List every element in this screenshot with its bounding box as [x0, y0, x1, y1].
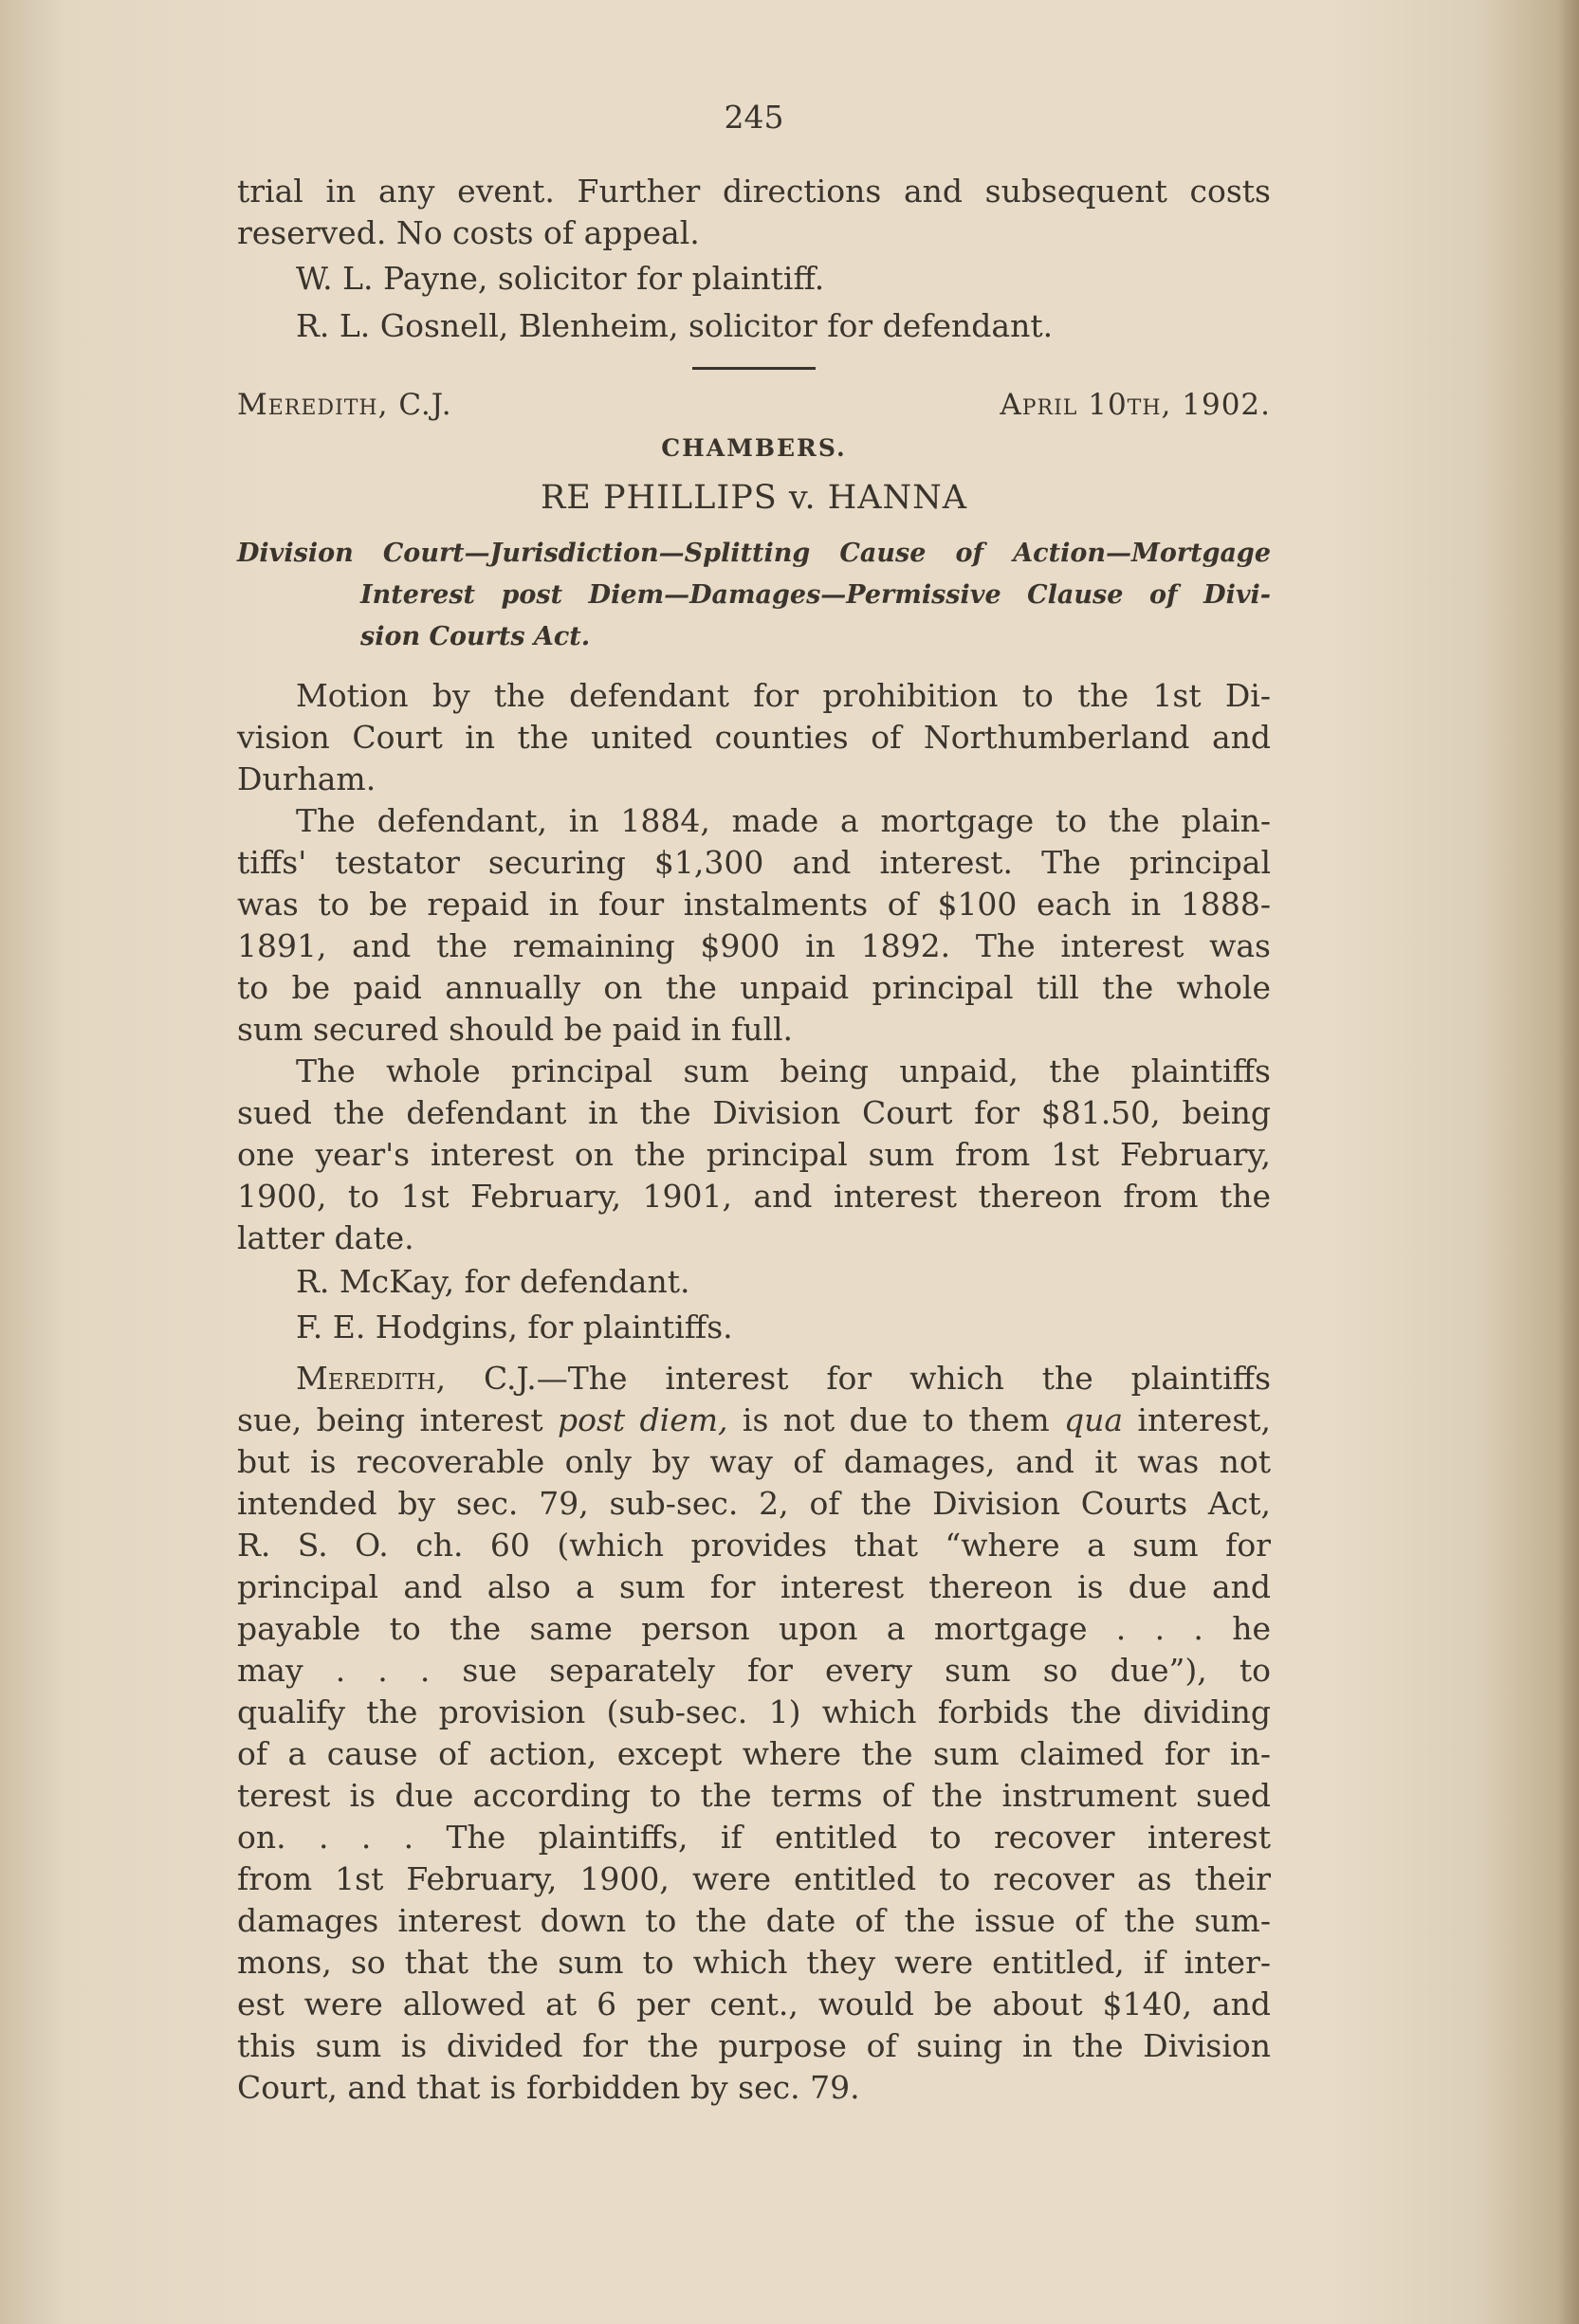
- judgment-line: from 1st February, 1900, were entitled to recover as their: [237, 1860, 1271, 1897]
- judgment-line: on. . . . The plaintiffs, if entitled to recover interest: [237, 1819, 1271, 1856]
- text-line: reserved. No costs of appeal.: [237, 214, 700, 251]
- judgment-line: payable to the same person upon a mortgage . . . he: [237, 1610, 1271, 1647]
- section-divider: [692, 367, 816, 370]
- judgment-text: interest,: [1123, 1401, 1271, 1438]
- paragraph-line: 1891, and the remaining $900 in 1892. The interest was: [237, 927, 1271, 964]
- judgment-line: but is recoverable only by way of damages, and it was not: [237, 1443, 1271, 1480]
- counsel-defendant: R. McKay, for defendant.: [296, 1263, 690, 1300]
- judgment-line: Court, and that is forbidden by sec. 79.: [237, 2069, 860, 2106]
- paragraph-line: sum secured should be paid in full.: [237, 1011, 794, 1048]
- judgment-text: is not due to them: [727, 1401, 1064, 1438]
- latin-term: qua: [1063, 1401, 1124, 1438]
- decision-date: April 10th, 1902.: [1000, 388, 1271, 422]
- judgment-line: of a cause of action, except where the sum claimed for in-: [237, 1735, 1271, 1772]
- case-title: RE PHILLIPS v. HANNA: [540, 479, 968, 517]
- headnote-line: Interest post Diem—Damages—Permissive Clause of Divi-: [360, 580, 1271, 610]
- solicitor-defendant: R. L. Gosnell, Blenheim, solicitor for defendant.: [296, 307, 1054, 344]
- paragraph-line: tiffs' testator securing $1,300 and interest. The principal: [237, 844, 1271, 881]
- judgment-line: intended by sec. 79, sub-sec. 2, of the Division Courts Act,: [237, 1485, 1271, 1522]
- paragraph-line: The defendant, in 1884, made a mortgage to the plain-: [296, 802, 1271, 839]
- judge-name: Meredith, C.J.: [237, 388, 452, 422]
- judgment-line: damages interest down to the date of the issue of the sum-: [237, 1902, 1271, 1939]
- judgment-line: principal and also a sum for interest thereon is due and: [237, 1568, 1271, 1605]
- latin-term: post diem,: [558, 1401, 728, 1438]
- paragraph-line: one year's interest on the principal sum from 1st February,: [237, 1136, 1271, 1173]
- paragraph-line: to be paid annually on the unpaid principal till the whole: [237, 969, 1271, 1006]
- judgment-line: mons, so that the sum to which they were entitled, if inter-: [237, 1944, 1271, 1981]
- paragraph-line: was to be repaid in four instalments of $100 each in 1888-: [237, 886, 1271, 923]
- paragraph-line: latter date.: [237, 1219, 414, 1256]
- judgment-line: [237, 1400, 1271, 1441]
- judgment-text: —The interest for which the plaintiffs: [536, 1360, 1272, 1397]
- judgment-line: qualify the provision (sub-sec. 1) which forbids the dividing: [237, 1693, 1271, 1730]
- judgment-line: est were allowed at 6 per cent., would be about $140, and: [237, 1985, 1271, 2022]
- headnote-line: sion Courts Act.: [360, 622, 591, 651]
- solicitor-plaintiff: W. L. Payne, solicitor for plaintiff.: [296, 260, 825, 297]
- court-heading: CHAMBERS.: [661, 434, 847, 462]
- page-number: 245: [724, 99, 784, 136]
- paragraph-line: The whole principal sum being unpaid, the plaintiffs: [296, 1052, 1271, 1089]
- judgment-line: R. S. O. ch. 60 (which provides that “where a sum for: [237, 1527, 1271, 1564]
- judgment-opening: [237, 1358, 1271, 1400]
- page-edge-shadow: [1558, 0, 1579, 2324]
- paragraph-line: 1900, to 1st February, 1901, and interest thereon from the: [237, 1178, 1271, 1215]
- paragraph-line: Durham.: [237, 760, 376, 797]
- text-line: trial in any event. Further directions and subsequent costs: [237, 173, 1271, 210]
- counsel-plaintiffs: F. E. Hodgins, for plaintiffs.: [296, 1308, 733, 1345]
- judge-name-inline: Meredith, C.J.: [296, 1360, 537, 1397]
- headnote-line: Division Court—Jurisdiction—Splitting Cause of Action—Mortgage: [237, 539, 1271, 568]
- paragraph-line: sued the defendant in the Division Court for $81.50, being: [237, 1094, 1271, 1131]
- judgment-line: terest is due according to the terms of the instrument sued: [237, 1777, 1271, 1814]
- judgment-line: this sum is divided for the purpose of suing in the Division: [237, 2027, 1271, 2064]
- judgment-line: may . . . sue separately for every sum so due”), to: [237, 1652, 1271, 1689]
- paragraph-line: vision Court in the united counties of Northumberland and: [237, 719, 1271, 756]
- paragraph-line: Motion by the defendant for prohibition to the 1st Di-: [296, 677, 1271, 714]
- judgment-text: sue, being interest: [237, 1401, 558, 1438]
